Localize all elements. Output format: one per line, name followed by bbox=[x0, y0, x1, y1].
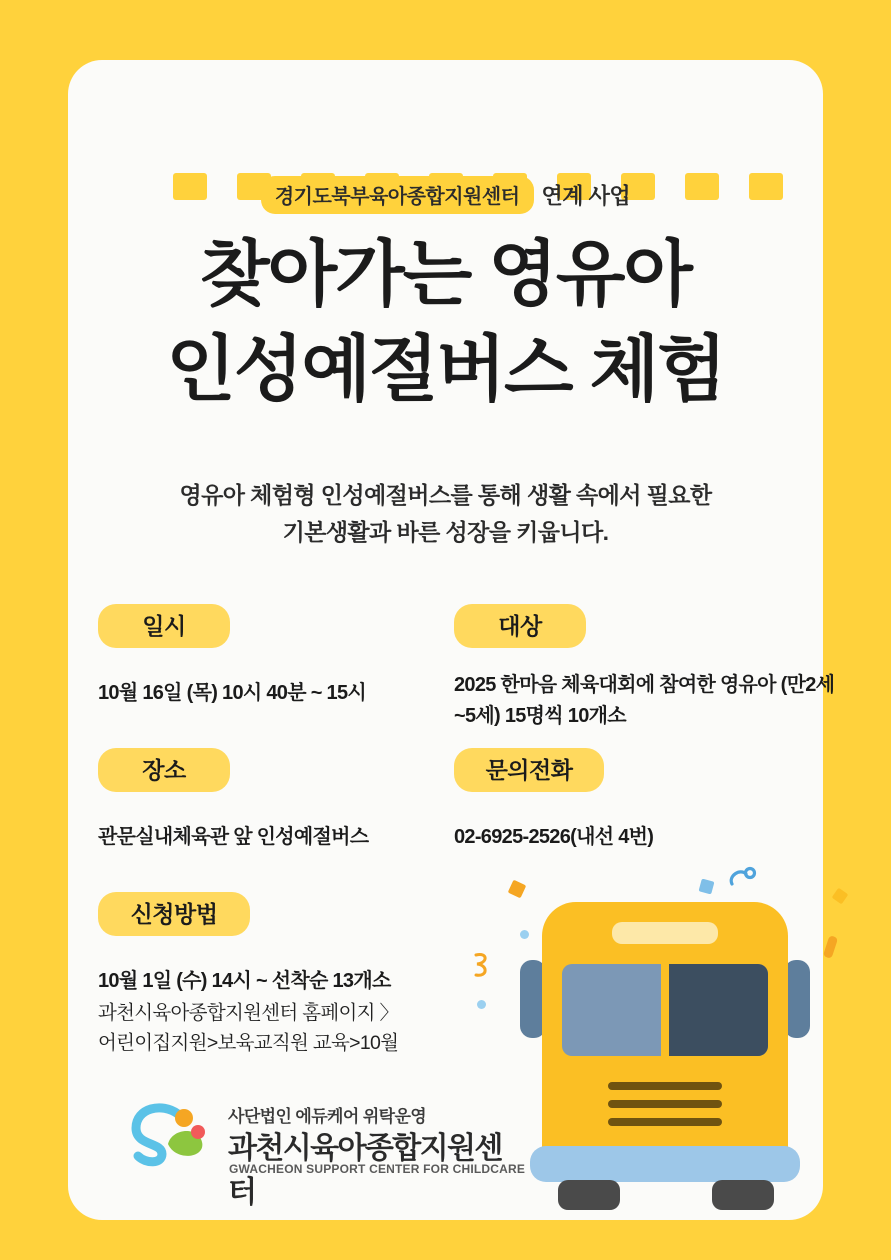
confetti-squiggle-icon bbox=[470, 950, 496, 982]
field-value-phone: 02-6925-2526(내선 4번) bbox=[454, 826, 654, 848]
apply-detail-line-2: 어린이집지원>보육교직원 교육>10월 bbox=[98, 1032, 399, 1055]
field-label-place: 장소 bbox=[98, 748, 230, 792]
logo-line-3: GWACHEON SUPPORT CENTER FOR CHILDCARE bbox=[229, 1162, 526, 1176]
field-label-phone: 문의전화 bbox=[454, 748, 604, 792]
organization-logo bbox=[128, 1098, 528, 1209]
school-bus-illustration bbox=[500, 860, 830, 1230]
title-line-2: 인성예절버스 체험 bbox=[166, 330, 725, 411]
apply-detail-line-1: 과천시육아종합지원센터 홈페이지 〉 bbox=[98, 1002, 399, 1024]
field-value-target: 2025 한마음 체육대회에 참여한 영유아 (만2세~5세) 15명씩 10개소 bbox=[454, 674, 835, 727]
description-line-1: 영유아 체험형 인성예절버스를 통해 생활 속에서 필요한 bbox=[179, 482, 712, 508]
title-line-1: 찾아가는 영유아 bbox=[200, 235, 691, 315]
header-tail-text: 연계 사업 bbox=[541, 183, 631, 209]
logo-line-1: 사단법인 에듀케어 위탁운영 bbox=[228, 1107, 427, 1126]
page-title bbox=[0, 228, 891, 418]
logo-line-2: 과천시육아종합지원센터 bbox=[228, 1132, 502, 1209]
field-value-apply-detail bbox=[98, 998, 498, 1058]
logo-mark-icon bbox=[128, 1098, 220, 1174]
description bbox=[0, 477, 891, 552]
description-line-2: 기본생활과 바른 성장을 키웁니다. bbox=[282, 519, 609, 546]
field-value-place: 관문실내체육관 앞 인성예절버스 bbox=[98, 826, 369, 848]
confetti-dot bbox=[477, 1000, 486, 1009]
field-label-apply: 신청방법 bbox=[98, 892, 250, 936]
confetti-square bbox=[832, 888, 849, 905]
field-value-apply: 10월 1일 (수) 14시 ~ 선착순 13개소 bbox=[98, 970, 391, 992]
field-value-date: 10월 16일 (목) 10시 40분 ~ 15시 bbox=[98, 682, 366, 704]
field-label-date: 일시 bbox=[98, 604, 230, 648]
field-label-target: 대상 bbox=[454, 604, 586, 648]
organization-pill: 경기도북부육아종합지원센터 bbox=[261, 176, 534, 214]
header-subline bbox=[0, 176, 891, 214]
